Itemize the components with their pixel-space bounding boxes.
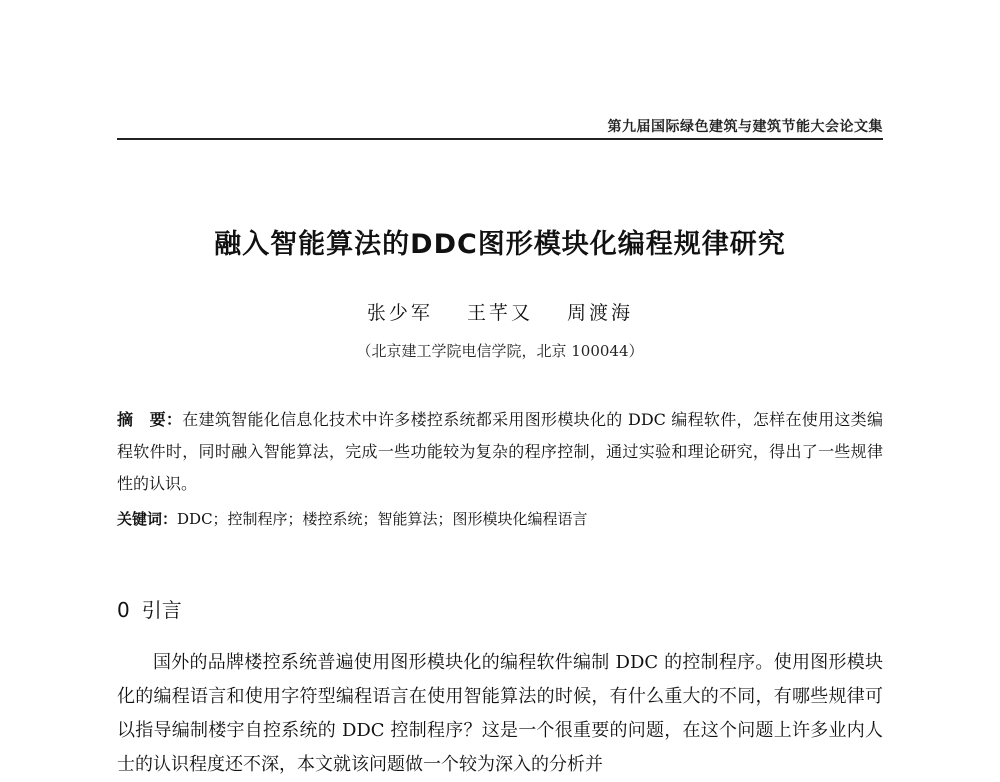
keywords-label: 关键词： <box>117 510 178 528</box>
author-name: 周渡海 <box>567 302 634 324</box>
author-list <box>0 298 1000 325</box>
abstract <box>117 404 883 500</box>
author-name: 张少军 <box>366 302 433 324</box>
section-number: 0 <box>117 598 130 622</box>
affiliation: （北京建工学院电信学院，北京 100044） <box>356 342 644 360</box>
author-name: 王芊又 <box>466 302 533 324</box>
section-heading <box>117 594 182 623</box>
running-header: 第九届国际绿色建筑与建筑节能大会论文集 <box>607 119 883 135</box>
body-paragraph: 国外的品牌楼控系统普遍使用图形模块化的编程软件编制 DDC 的控制程序。使用图形模块化的编程语言和使用字符型编程语言在使用智能算法的时候，有什么重大的不同，有哪些规律可以指导编制楼宇自控系统的 DDC 控制程序？这是一个很重要的问题，在这个问题上许多业内人士的认识程度还不深，本文就该问题做一个较为深入的分析并 <box>117 652 883 775</box>
keywords-text: DDC；控制程序；楼控系统；智能算法；图形模块化编程语言 <box>177 510 588 528</box>
paper-title: 融入智能算法的DDC图形模块化编程规律研究 <box>214 229 786 260</box>
section-title: 引言 <box>141 598 182 622</box>
header-rule <box>117 138 883 140</box>
abstract-label: 摘 要： <box>117 410 183 429</box>
abstract-text: 在建筑智能化信息化技术中许多楼控系统都采用图形模块化的 DDC 编程软件，怎样在使用这类编程软件时，同时融入智能算法，完成一些功能较为复杂的程序控制，通过实验和理论研究，得出了一些规律性的认识。 <box>117 410 883 493</box>
keywords <box>117 508 883 529</box>
